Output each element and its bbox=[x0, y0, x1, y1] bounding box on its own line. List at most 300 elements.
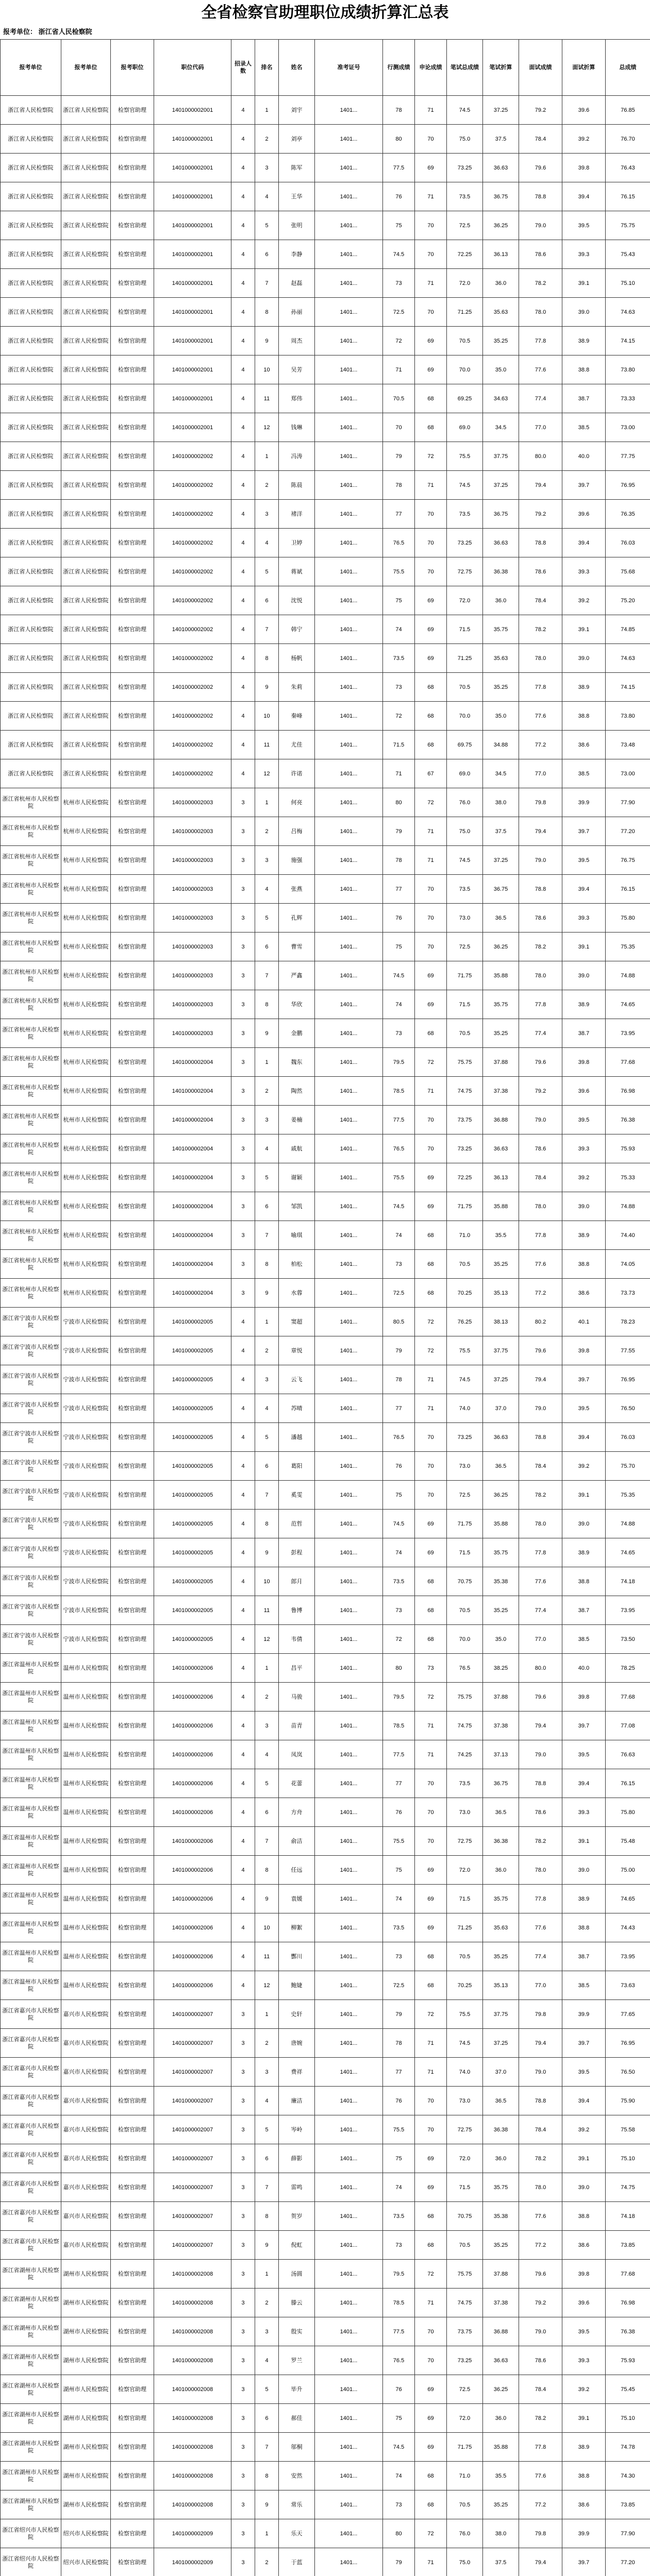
table-cell: 76.95 bbox=[606, 2029, 650, 2058]
table-cell: 浙江省湖州市人民检察院 bbox=[1, 2462, 61, 2490]
table-cell: 39.5 bbox=[562, 2317, 606, 2346]
table-cell: 检察官助理 bbox=[111, 933, 154, 961]
table-cell: 37.38 bbox=[483, 1077, 519, 1106]
table-cell: 76.63 bbox=[606, 1740, 650, 1769]
table-cell: 浙江省杭州市人民检察院 bbox=[1, 1077, 61, 1106]
table-cell: 75.48 bbox=[606, 1827, 650, 1856]
table-cell: 72.75 bbox=[447, 2115, 483, 2144]
table-cell: 79.0 bbox=[519, 211, 562, 240]
table-cell: 施强 bbox=[279, 846, 315, 875]
table-cell: 1401... bbox=[315, 1250, 383, 1279]
table-cell: 73.5 bbox=[447, 500, 483, 529]
column-header: 报考职位 bbox=[111, 40, 154, 96]
table-cell: 2 bbox=[255, 471, 279, 500]
table-cell: 检察官助理 bbox=[111, 673, 154, 702]
table-cell: 74.63 bbox=[606, 298, 650, 327]
table-cell: 77.2 bbox=[519, 2490, 562, 2519]
table-cell: 39.7 bbox=[562, 1711, 606, 1740]
table-row bbox=[1, 759, 650, 788]
table-cell: 73.85 bbox=[606, 2490, 650, 2519]
table-cell: 68 bbox=[415, 2231, 447, 2260]
table-cell: 8 bbox=[255, 2202, 279, 2231]
table-cell: 75.75 bbox=[447, 1048, 483, 1077]
table-cell: 检察官助理 bbox=[111, 644, 154, 673]
table-cell: 检察官助理 bbox=[111, 1019, 154, 1048]
table-cell: 1401000002001 bbox=[154, 154, 231, 182]
table-cell: 74 bbox=[383, 990, 415, 1019]
table-cell: 38.8 bbox=[562, 702, 606, 731]
table-cell: 79.6 bbox=[519, 2260, 562, 2289]
table-cell: 73 bbox=[383, 2231, 415, 2260]
table-cell: 常乐 bbox=[279, 2490, 315, 2519]
table-cell: 1401... bbox=[315, 2548, 383, 2576]
table-cell: 77.6 bbox=[519, 1250, 562, 1279]
table-cell: 71.5 bbox=[447, 2173, 483, 2202]
table-cell: 1401000002002 bbox=[154, 731, 231, 759]
table-row bbox=[1, 586, 650, 615]
table-cell: 39.3 bbox=[562, 240, 606, 269]
table-cell: 浙江省温州市人民检察院 bbox=[1, 1856, 61, 1885]
table-cell: 1401000002004 bbox=[154, 1279, 231, 1308]
table-cell: 1 bbox=[255, 1654, 279, 1683]
table-row bbox=[1, 557, 650, 586]
table-cell: 79.6 bbox=[519, 1048, 562, 1077]
table-cell: 80.2 bbox=[519, 1308, 562, 1336]
table-cell: 35.88 bbox=[483, 1192, 519, 1221]
table-cell: 1401000002006 bbox=[154, 1683, 231, 1711]
table-row bbox=[1, 2548, 650, 2576]
table-cell: 廉洁 bbox=[279, 2087, 315, 2115]
table-cell: 1401... bbox=[315, 2260, 383, 2289]
table-cell: 35.38 bbox=[483, 2202, 519, 2231]
table-cell: 秦峰 bbox=[279, 702, 315, 731]
table-cell: 1401000002004 bbox=[154, 1163, 231, 1192]
table-row bbox=[1, 298, 650, 327]
score-table bbox=[0, 39, 650, 2576]
table-cell: 检察官助理 bbox=[111, 2087, 154, 2115]
table-cell: 冯涛 bbox=[279, 442, 315, 471]
table-cell: 5 bbox=[255, 211, 279, 240]
table-cell: 4 bbox=[255, 2346, 279, 2375]
table-cell: 38.6 bbox=[562, 1279, 606, 1308]
table-cell: 温州市人民检察院 bbox=[61, 1740, 111, 1769]
table-cell: 浙江省人民检察院 bbox=[1, 759, 61, 788]
table-cell: 3 bbox=[231, 2375, 255, 2404]
table-cell: 检察官助理 bbox=[111, 2144, 154, 2173]
table-cell: 1401... bbox=[315, 1221, 383, 1250]
table-cell: 78.8 bbox=[519, 2087, 562, 2115]
table-cell: 浙江省人民检察院 bbox=[1, 413, 61, 442]
table-cell: 1401... bbox=[315, 2115, 383, 2144]
table-cell: 39.8 bbox=[562, 154, 606, 182]
table-cell: 3 bbox=[231, 1163, 255, 1192]
table-cell: 74 bbox=[383, 1538, 415, 1567]
table-cell: 任远 bbox=[279, 1856, 315, 1885]
table-cell: 4 bbox=[231, 471, 255, 500]
table-cell: 3 bbox=[231, 2115, 255, 2144]
table-cell: 78 bbox=[383, 1365, 415, 1394]
table-cell: 4 bbox=[231, 673, 255, 702]
table-cell: 69 bbox=[415, 2404, 447, 2433]
table-row bbox=[1, 1019, 650, 1048]
table-cell: 杭州市人民检察院 bbox=[61, 1077, 111, 1106]
table-cell: 70.0 bbox=[447, 702, 483, 731]
table-cell: 金鹏 bbox=[279, 1019, 315, 1048]
table-cell: 浙江省杭州市人民检察院 bbox=[1, 846, 61, 875]
table-cell: 73.80 bbox=[606, 355, 650, 384]
table-cell: 73.5 bbox=[383, 1567, 415, 1596]
table-cell: 37.5 bbox=[483, 2548, 519, 2576]
table-cell: 浙江省嘉兴市人民检察院 bbox=[1, 2144, 61, 2173]
table-row bbox=[1, 1654, 650, 1683]
table-cell: 72 bbox=[415, 442, 447, 471]
table-cell: 77.6 bbox=[519, 702, 562, 731]
table-cell: 1401000002009 bbox=[154, 2548, 231, 2576]
table-cell: 浙江省人民检察院 bbox=[1, 471, 61, 500]
table-cell: 70 bbox=[415, 1827, 447, 1856]
table-cell: 76.95 bbox=[606, 471, 650, 500]
table-row bbox=[1, 211, 650, 240]
table-cell: 1401000002003 bbox=[154, 904, 231, 933]
table-cell: 77.8 bbox=[519, 327, 562, 355]
table-row bbox=[1, 1308, 650, 1336]
table-cell: 70 bbox=[415, 933, 447, 961]
table-cell: 1401... bbox=[315, 961, 383, 990]
table-cell: 3 bbox=[231, 933, 255, 961]
table-cell: 浙江省湖州市人民检察院 bbox=[1, 2260, 61, 2289]
table-cell: 检察官助理 bbox=[111, 1827, 154, 1856]
table-cell: 1401000002006 bbox=[154, 1971, 231, 2000]
table-cell: 70.25 bbox=[447, 1279, 483, 1308]
table-cell: 10 bbox=[255, 702, 279, 731]
table-cell: 1401000002007 bbox=[154, 2115, 231, 2144]
table-cell: 73.73 bbox=[606, 1279, 650, 1308]
table-cell: 77.5 bbox=[383, 1740, 415, 1769]
table-cell: 80 bbox=[383, 788, 415, 817]
table-cell: 孙丽 bbox=[279, 298, 315, 327]
table-cell: 1 bbox=[255, 96, 279, 125]
table-cell: 80 bbox=[383, 2519, 415, 2548]
table-cell: 1401000002002 bbox=[154, 471, 231, 500]
table-cell: 77.5 bbox=[383, 2317, 415, 2346]
table-cell: 杭州市人民检察院 bbox=[61, 990, 111, 1019]
table-cell: 1401... bbox=[315, 1856, 383, 1885]
table-cell: 1401... bbox=[315, 2202, 383, 2231]
table-cell: 9 bbox=[255, 327, 279, 355]
table-cell: 73 bbox=[383, 673, 415, 702]
table-cell: 79 bbox=[383, 2000, 415, 2029]
table-cell: 79.8 bbox=[519, 2519, 562, 2548]
table-cell: 1401000002006 bbox=[154, 1913, 231, 1942]
table-cell: 检察官助理 bbox=[111, 990, 154, 1019]
table-cell: 71 bbox=[415, 846, 447, 875]
table-cell: 3 bbox=[231, 2000, 255, 2029]
table-cell: 1401... bbox=[315, 2346, 383, 2375]
table-cell: 1401... bbox=[315, 1077, 383, 1106]
table-cell: 35.88 bbox=[483, 2433, 519, 2462]
table-cell: 检察官助理 bbox=[111, 182, 154, 211]
table-cell: 检察官助理 bbox=[111, 154, 154, 182]
table-cell: 39.5 bbox=[562, 2058, 606, 2087]
table-cell: 78.4 bbox=[519, 1452, 562, 1481]
table-cell: 72 bbox=[415, 2519, 447, 2548]
table-cell: 35.25 bbox=[483, 2490, 519, 2519]
table-cell: 11 bbox=[255, 731, 279, 759]
table-cell: 1401000002005 bbox=[154, 1452, 231, 1481]
table-cell: 8 bbox=[255, 1510, 279, 1538]
table-cell: 浙江省宁波市人民检察院 bbox=[1, 1336, 61, 1365]
table-cell: 鲁博 bbox=[279, 1596, 315, 1625]
table-cell: 68 bbox=[415, 1279, 447, 1308]
table-cell: 78 bbox=[383, 471, 415, 500]
table-cell: 69.25 bbox=[447, 384, 483, 413]
table-cell: 1401... bbox=[315, 240, 383, 269]
table-cell: 78.6 bbox=[519, 557, 562, 586]
table-cell: 75 bbox=[383, 586, 415, 615]
table-cell: 水蓉 bbox=[279, 1279, 315, 1308]
table-cell: 1401... bbox=[315, 615, 383, 644]
table-cell: 77.0 bbox=[519, 1971, 562, 2000]
table-cell: 69 bbox=[415, 1192, 447, 1221]
table-cell: 77.90 bbox=[606, 2519, 650, 2548]
table-cell: 72.5 bbox=[447, 2375, 483, 2404]
table-cell: 1401000002004 bbox=[154, 1106, 231, 1134]
table-row bbox=[1, 1798, 650, 1827]
table-cell: 40.0 bbox=[562, 442, 606, 471]
table-cell: 39.4 bbox=[562, 875, 606, 904]
column-header: 总成绩 bbox=[606, 40, 650, 96]
table-cell: 38.9 bbox=[562, 990, 606, 1019]
table-cell: 王华 bbox=[279, 182, 315, 211]
table-cell: 68 bbox=[415, 1567, 447, 1596]
table-row bbox=[1, 702, 650, 731]
table-cell: 浙江省宁波市人民检察院 bbox=[1, 1538, 61, 1567]
table-cell: 浙江省人民检察院 bbox=[1, 125, 61, 154]
table-cell: 38.13 bbox=[483, 1308, 519, 1336]
table-cell: 75.0 bbox=[447, 817, 483, 846]
table-cell: 36.5 bbox=[483, 1452, 519, 1481]
table-cell: 1401000002005 bbox=[154, 1336, 231, 1365]
table-cell: 4 bbox=[231, 759, 255, 788]
table-cell: 72 bbox=[383, 1625, 415, 1654]
table-cell: 罗兰 bbox=[279, 2346, 315, 2375]
table-cell: 浙江省温州市人民检察院 bbox=[1, 1769, 61, 1798]
table-cell: 72.5 bbox=[383, 1971, 415, 2000]
table-cell: 77.5 bbox=[383, 1106, 415, 1134]
table-cell: 77.8 bbox=[519, 673, 562, 702]
table-cell: 1401... bbox=[315, 211, 383, 240]
table-cell: 38.6 bbox=[562, 2490, 606, 2519]
table-cell: 3 bbox=[231, 817, 255, 846]
table-cell: 杭州市人民检察院 bbox=[61, 904, 111, 933]
table-cell: 39.1 bbox=[562, 933, 606, 961]
table-cell: 1401... bbox=[315, 1740, 383, 1769]
table-cell: 77.75 bbox=[606, 442, 650, 471]
table-cell: 77.2 bbox=[519, 731, 562, 759]
table-cell: 1401000002003 bbox=[154, 933, 231, 961]
table-cell: 80.0 bbox=[519, 442, 562, 471]
table-cell: 73.0 bbox=[447, 904, 483, 933]
table-cell: 78.5 bbox=[383, 1077, 415, 1106]
table-cell: 4 bbox=[231, 1567, 255, 1596]
column-header: 报考单位 bbox=[1, 40, 61, 96]
table-cell: 4 bbox=[231, 1394, 255, 1423]
table-cell: 75 bbox=[383, 933, 415, 961]
table-cell: 浙江省人民检察院 bbox=[61, 471, 111, 500]
table-cell: 71 bbox=[383, 355, 415, 384]
table-cell: 1401... bbox=[315, 2231, 383, 2260]
table-cell: 36.25 bbox=[483, 1481, 519, 1510]
table-cell: 检察官助理 bbox=[111, 327, 154, 355]
table-cell: 1401... bbox=[315, 759, 383, 788]
table-cell: 湖州市人民检察院 bbox=[61, 2490, 111, 2519]
table-cell: 39.5 bbox=[562, 211, 606, 240]
table-cell: 79 bbox=[383, 817, 415, 846]
table-cell: 77.68 bbox=[606, 2260, 650, 2289]
table-cell: 69 bbox=[415, 2173, 447, 2202]
table-cell: 浙江省人民检察院 bbox=[61, 125, 111, 154]
table-cell: 71.75 bbox=[447, 1510, 483, 1538]
table-row bbox=[1, 2144, 650, 2173]
table-cell: 检察官助理 bbox=[111, 1423, 154, 1452]
table-row bbox=[1, 933, 650, 961]
table-cell: 4 bbox=[231, 615, 255, 644]
table-cell: 79.5 bbox=[383, 1683, 415, 1711]
table-cell: 72.75 bbox=[447, 1827, 483, 1856]
table-cell: 38.6 bbox=[562, 731, 606, 759]
table-cell: 4 bbox=[231, 557, 255, 586]
table-cell: 37.25 bbox=[483, 96, 519, 125]
table-cell: 1401... bbox=[315, 1134, 383, 1163]
table-cell: 79.5 bbox=[383, 2260, 415, 2289]
table-row bbox=[1, 413, 650, 442]
unit-line: 报考单位： 浙江省人民检察院 bbox=[3, 28, 92, 36]
table-cell: 嘉兴市人民检察院 bbox=[61, 2087, 111, 2115]
table-row bbox=[1, 2433, 650, 2462]
table-cell: 71.0 bbox=[447, 2462, 483, 2490]
table-cell: 73.5 bbox=[383, 1913, 415, 1942]
table-cell: 1401... bbox=[315, 154, 383, 182]
table-cell: 宁波市人民检察院 bbox=[61, 1423, 111, 1452]
table-cell: 浙江省嘉兴市人民检察院 bbox=[1, 2029, 61, 2058]
table-cell: 3 bbox=[231, 1221, 255, 1250]
table-cell: 滕云 bbox=[279, 2289, 315, 2317]
table-cell: 1401... bbox=[315, 529, 383, 557]
table-cell: 37.5 bbox=[483, 125, 519, 154]
table-cell: 浙江省人民检察院 bbox=[1, 644, 61, 673]
table-cell: 76.5 bbox=[383, 1423, 415, 1452]
table-cell: 浙江省人民检察院 bbox=[61, 240, 111, 269]
table-cell: 检察官助理 bbox=[111, 1077, 154, 1106]
table-row bbox=[1, 1740, 650, 1769]
table-cell: 75.33 bbox=[606, 1163, 650, 1192]
table-cell: 36.0 bbox=[483, 2144, 519, 2173]
table-row bbox=[1, 1279, 650, 1308]
table-cell: 73.95 bbox=[606, 1596, 650, 1625]
table-cell: 70.5 bbox=[447, 1019, 483, 1048]
table-cell: 毕升 bbox=[279, 2375, 315, 2404]
table-cell: 72.5 bbox=[447, 933, 483, 961]
table-cell: 38.8 bbox=[562, 2202, 606, 2231]
table-cell: 3 bbox=[231, 1048, 255, 1077]
table-row bbox=[1, 1048, 650, 1077]
table-cell: 1401... bbox=[315, 384, 383, 413]
table-cell: 汤圆 bbox=[279, 2260, 315, 2289]
table-cell: 4 bbox=[231, 1683, 255, 1711]
table-cell: 35.25 bbox=[483, 1019, 519, 1048]
table-cell: 80.5 bbox=[383, 1308, 415, 1336]
table-row bbox=[1, 1250, 650, 1279]
table-cell: 39.2 bbox=[562, 2115, 606, 2144]
table-cell: 74 bbox=[383, 1221, 415, 1250]
table-cell: 78.2 bbox=[519, 933, 562, 961]
page-title: 全省检察官助理职位成绩折算汇总表 bbox=[201, 4, 449, 22]
table-cell: 于蓝 bbox=[279, 2548, 315, 2576]
table-cell: 39.3 bbox=[562, 2346, 606, 2375]
table-cell: 1401... bbox=[315, 702, 383, 731]
table-cell: 俞洁 bbox=[279, 1827, 315, 1856]
table-cell: 39.6 bbox=[562, 96, 606, 125]
table-cell: 检察官助理 bbox=[111, 269, 154, 298]
table-cell: 郑伟 bbox=[279, 384, 315, 413]
table-cell: 浙江省人民检察院 bbox=[1, 442, 61, 471]
table-cell: 35.5 bbox=[483, 2462, 519, 2490]
table-cell: 戚航 bbox=[279, 1134, 315, 1163]
table-cell: 浙江省宁波市人民检察院 bbox=[1, 1625, 61, 1654]
table-cell: 7 bbox=[255, 269, 279, 298]
table-cell: 74.75 bbox=[606, 2173, 650, 2202]
table-cell: 35.75 bbox=[483, 615, 519, 644]
table-cell: 76 bbox=[383, 1452, 415, 1481]
table-cell: 70 bbox=[415, 1769, 447, 1798]
table-cell: 73 bbox=[383, 1596, 415, 1625]
table-cell: 74.5 bbox=[447, 846, 483, 875]
table-cell: 76 bbox=[383, 2375, 415, 2404]
table-cell: 37.75 bbox=[483, 2000, 519, 2029]
table-cell: 8 bbox=[255, 644, 279, 673]
table-cell: 75.00 bbox=[606, 1856, 650, 1885]
table-row bbox=[1, 529, 650, 557]
table-cell: 宁波市人民检察院 bbox=[61, 1481, 111, 1510]
table-cell: 76.0 bbox=[447, 788, 483, 817]
table-cell: 70.5 bbox=[447, 2490, 483, 2519]
table-cell: 70.5 bbox=[447, 673, 483, 702]
table-cell: 嘉兴市人民检察院 bbox=[61, 2058, 111, 2087]
table-cell: 75.5 bbox=[447, 2000, 483, 2029]
table-cell: 71 bbox=[415, 1740, 447, 1769]
table-cell: 68 bbox=[415, 2490, 447, 2519]
table-cell: 3 bbox=[231, 2144, 255, 2173]
table-cell: 1401000002003 bbox=[154, 1019, 231, 1048]
table-cell: 1401... bbox=[315, 2375, 383, 2404]
table-row bbox=[1, 327, 650, 355]
table-cell: 4 bbox=[231, 1452, 255, 1481]
table-cell: 70 bbox=[415, 298, 447, 327]
table-cell: 74.0 bbox=[447, 1394, 483, 1423]
table-cell: 浙江省湖州市人民检察院 bbox=[1, 2490, 61, 2519]
table-cell: 71 bbox=[415, 471, 447, 500]
table-cell: 检察官助理 bbox=[111, 384, 154, 413]
table-cell: 1401000002006 bbox=[154, 1654, 231, 1683]
table-cell: 1401... bbox=[315, 990, 383, 1019]
table-cell: 39.7 bbox=[562, 1365, 606, 1394]
table-cell: 1401000002001 bbox=[154, 211, 231, 240]
table-cell: 4 bbox=[231, 500, 255, 529]
table-cell: 1401... bbox=[315, 1019, 383, 1048]
table-row bbox=[1, 875, 650, 904]
table-cell: 3 bbox=[255, 2058, 279, 2087]
table-cell: 75.35 bbox=[606, 933, 650, 961]
